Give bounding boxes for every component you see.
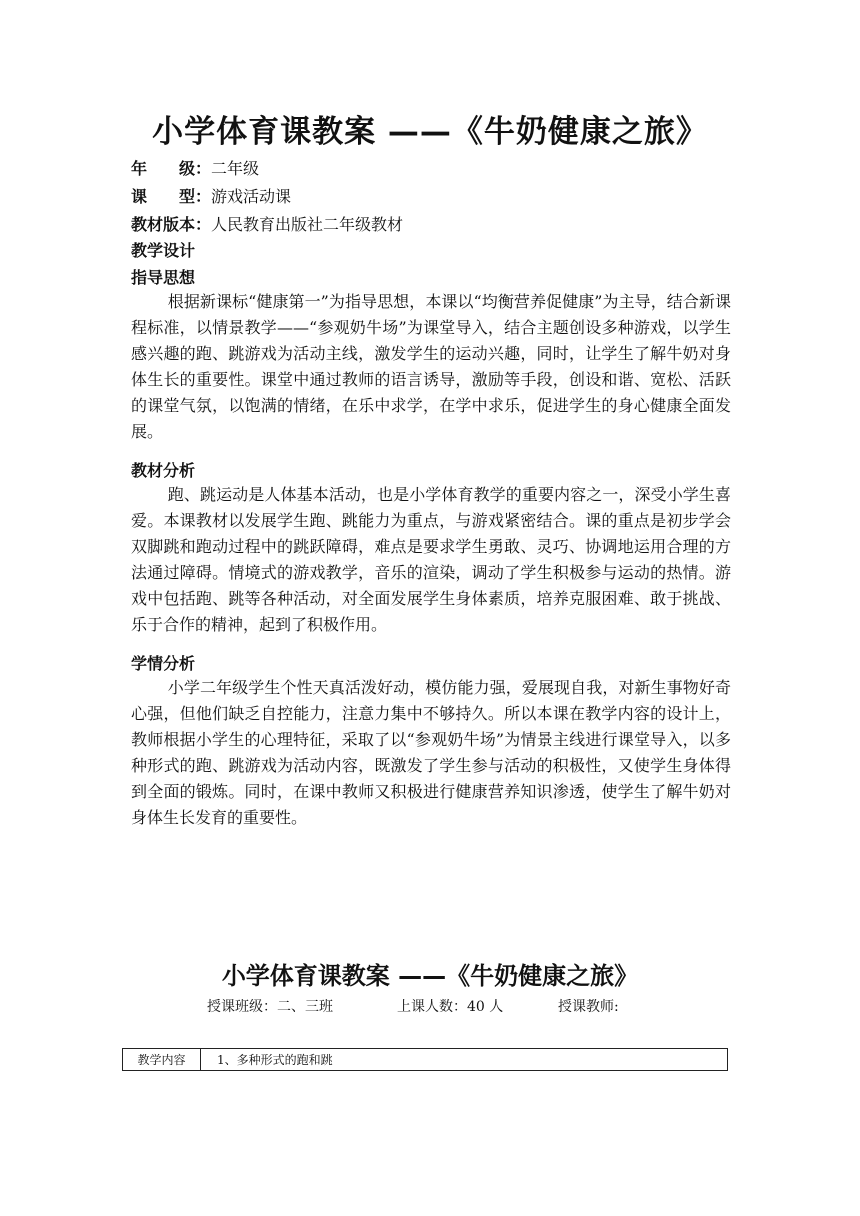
table-row-value: 1、多种形式的跑和跳 [217, 1053, 333, 1067]
student-count-info: 上课人数：40 人 [397, 999, 504, 1015]
lesson-table [122, 1048, 728, 1071]
grade-label: 年 级： [131, 159, 212, 178]
teacher-info: 授课教师: [558, 999, 619, 1015]
textbook-row [131, 212, 403, 235]
lesson-plan-title: 小学体育课教案 ——《牛奶健康之旅》 [221, 962, 639, 990]
textbook-label: 教材版本： [131, 215, 212, 234]
page-title: 小学体育课教案 ——《牛奶健康之旅》 [152, 114, 708, 150]
lesson-type-row [131, 184, 291, 207]
guiding-paragraph: 根据新课标“健康第一”为指导思想，本课以“均衡营养促健康”为主导，结合新课程标准，以情景教学——“参观奶牛场”为课堂导入，结合主题创设多种游戏，以学生感兴趣的跑、跳游戏为活动主线，激发学生的运动兴趣，同时，让学生了解牛奶对身体生长的重要性。课堂中通过教师的语言诱导，激励等手段，创设和谐、宽松、活跃的课堂气氛，以饱满的情绪，在乐中求学，在学中求乐，促进学生的身心健康全面发展。 [131, 292, 731, 441]
grade-row [131, 156, 259, 179]
section-heading-students: 学情分析 [131, 654, 196, 673]
lesson-type-value: 游戏活动课 [211, 187, 292, 206]
textbook-value: 人民教育出版社二年级教材 [211, 215, 404, 234]
grade-value: 二年级 [211, 159, 260, 178]
section-heading-material: 教材分析 [131, 461, 196, 480]
students-paragraph: 小学二年级学生个性天真活泼好动，模仿能力强，爱展现自我，对新生事物好奇心强，但他们缺乏自控能力，注意力集中不够持久。所以本课在教学内容的设计上，教师根据小学生的心理特征，采取了以“参观奶牛场”为情景主线进行课堂导入，以多种形式的跑、跳游戏为活动内容，既激发了学生参与活动的积极性，又使学生身体得到全面的锻炼。同时，在课中教师又积极进行健康营养知识渗透，使学生了解牛奶对身体生长发育的重要性。 [131, 678, 731, 827]
class-info: 授课班级：二、三班 [207, 999, 333, 1015]
section-heading-design: 教学设计 [131, 241, 196, 260]
lesson-type-label: 课 型： [131, 187, 212, 206]
material-paragraph: 跑、跳运动是人体基本活动，也是小学体育教学的重要内容之一，深受小学生喜爱。本课教材以发展学生跑、跳能力为重点，与游戏紧密结合。课的重点是初步学会双脚跳和跑动过程中的跳跃障碍，难点是要求学生勇敢、灵巧、协调地运用合理的方法通过障碍。情境式的游戏教学，音乐的渲染，调动了学生积极参与运动的热情。游戏中包括跑、跳等各种活动，对全面发展学生身体素质，培养克服困难、敢于挑战、乐于合作的精神，起到了积极作用。 [131, 485, 731, 634]
section-heading-guiding: 指导思想 [131, 268, 196, 287]
table-row-label: 教学内容 [123, 1049, 201, 1070]
